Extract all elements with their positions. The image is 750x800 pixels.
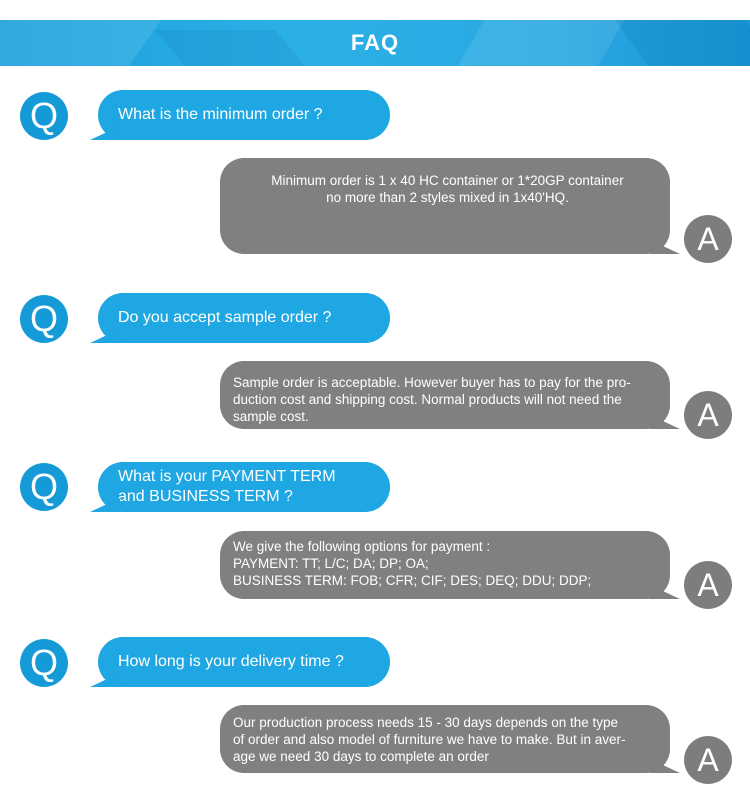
answer-bubble — [220, 158, 670, 254]
answer-badge: A — [684, 391, 732, 439]
answer-badge: A — [684, 736, 732, 784]
answer-badge: A — [684, 561, 732, 609]
question-badge: Q — [20, 295, 68, 343]
answer-bubble — [220, 705, 670, 773]
question-text: What is your PAYMENT TERM and BUSINESS TERM ? — [118, 468, 336, 505]
question-text: Do you accept sample order ? — [118, 309, 332, 326]
question-badge: Q — [20, 463, 68, 511]
faq-header — [0, 20, 750, 66]
answer-bubble — [220, 361, 670, 429]
question-bubble — [98, 90, 390, 140]
question-badge: Q — [20, 92, 68, 140]
question-bubble — [98, 462, 390, 512]
answer-badge: A — [684, 215, 732, 263]
question-text: How long is your delivery time ? — [118, 653, 344, 670]
question-text: What is the minimum order ? — [118, 106, 323, 123]
answer-bubble — [220, 531, 670, 599]
page-title: FAQ — [350, 30, 400, 55]
question-bubble — [98, 637, 390, 687]
answer-text: Minimum order is 1 x 40 HC container or 1*20GP container no more than 2 styles mixed in 1x40'HQ. — [271, 173, 624, 205]
answer-text: Our production process needs 15 - 30 days depends on the type of order and also model of furniture we have to make. But in aver- age we need 30 days to complete an order — [233, 715, 626, 764]
question-badge: Q — [20, 639, 68, 687]
answer-text: Sample order is acceptable. However buyer has to pay for the pro- duction cost and shipping cost. Normal products will not need the sample cost. — [233, 375, 631, 424]
question-bubble — [98, 293, 390, 343]
answer-text: We give the following options for payment : PAYMENT: TT; L/C; DA; DP; OA; BUSINESS TERM: FOB; CFR; CIF; DES; DEQ; DDU; DDP; — [233, 539, 592, 588]
